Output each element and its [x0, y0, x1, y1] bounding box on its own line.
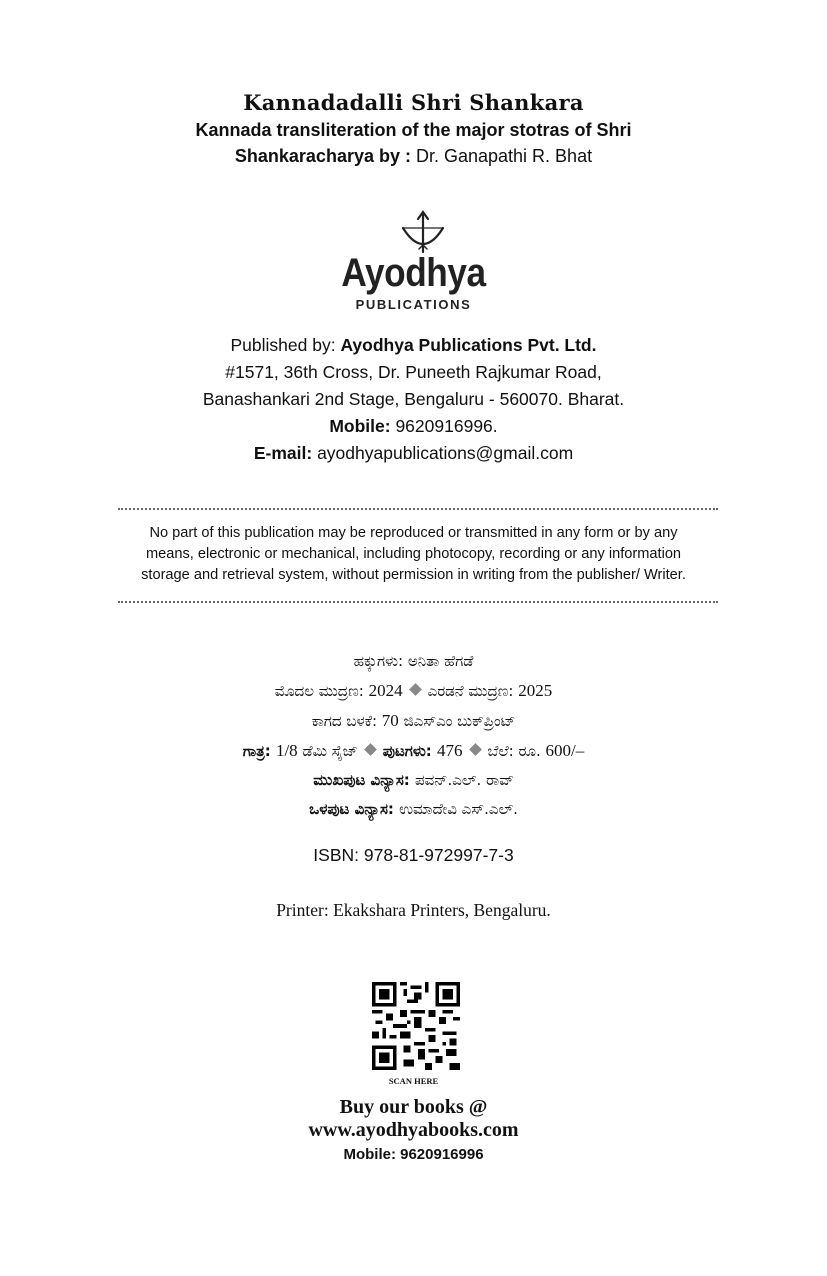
email-label: E-mail: [253, 443, 318, 463]
kannada-details [0, 647, 827, 824]
price-value: 600/– [545, 741, 585, 760]
rights-label: ಹಕ್ಕುಗಳು: [353, 652, 408, 670]
size-value: ಡೆಮಿ ಸೈಜ್ [297, 742, 358, 760]
copyright-notice [0, 523, 827, 586]
dotted-divider-bottom [118, 601, 718, 603]
publisher-logo-word: Ayodhya [341, 251, 486, 295]
price-label: ಬೆಲೆ: ರೂ. [487, 742, 546, 760]
inner-design-line [0, 795, 827, 824]
author-name: Dr. Ganapathi R. Bhat [410, 146, 593, 166]
email-value: ayodhyapublications@gmail.com [317, 443, 574, 463]
diamond-icon [469, 743, 482, 756]
mobile-value: 9620916996. [395, 416, 498, 436]
second-print-year: 2025 [518, 681, 553, 700]
paper-label: ಕಾಗದ ಬಳಕೆ: [311, 712, 382, 730]
published-by-line [0, 332, 827, 359]
size-fraction: 1/8 [275, 741, 298, 760]
book-title: Kannadadalli Shri Shankara [243, 90, 584, 115]
bow-and-arrow-icon [398, 210, 448, 254]
paper-gsm: 70 [381, 711, 399, 730]
qr-code-icon[interactable] [372, 982, 460, 1070]
address-line-1: #1571, 36th Cross, Dr. Puneeth Rajkumar Road, [225, 362, 602, 382]
rights-value: ಅನಿತಾ ಹೆಗಡೆ [407, 652, 474, 670]
second-print-label: ಎರಡನೆ ಮುದ್ರಣ: [427, 682, 519, 700]
publisher-block [0, 332, 827, 467]
publisher-logo-subtitle: PUBLICATIONS [355, 297, 472, 312]
diamond-icon [364, 743, 377, 756]
footer-mobile: Mobile: 9620916996 [343, 1146, 484, 1163]
address-line-2: Banashankari 2nd Stage, Bengaluru - 560070. Bharat. [202, 389, 625, 409]
notice-line-3: storage and retrieval system, without permission in writing from the publisher/ Writer. [141, 567, 686, 583]
qr-caption: SCAN HERE [388, 1076, 439, 1086]
cover-label: ಮುಖಪುಟ ವಿನ್ಯಾಸ: [313, 771, 416, 789]
website-link[interactable]: www.ayodhyabooks.com [308, 1119, 519, 1141]
diamond-icon [409, 683, 422, 696]
print-line [0, 676, 827, 706]
cover-value: ಪವನ್.ಎಲ್. ರಾವ್ [415, 771, 514, 789]
pages-value: 476 [437, 741, 463, 760]
email-line [0, 440, 827, 467]
mobile-line [0, 413, 827, 440]
first-print-label: ಮೊದಲ ಮುದ್ರಣ: [274, 682, 369, 700]
first-print-year: 2024 [368, 681, 403, 700]
printer-line: Printer: Ekakshara Printers, Bengaluru. [276, 900, 551, 920]
buy-line-1: Buy our books @ [339, 1096, 488, 1118]
size-label: ಗಾತ್ರ: [242, 742, 276, 760]
size-line [0, 736, 827, 766]
notice-line-2: means, electronic or mechanical, including photocopy, recording or any information [145, 546, 682, 562]
dotted-divider-top [118, 508, 718, 510]
notice-line-1: No part of this publication may be reproduced or transmitted in any form or by any [149, 525, 678, 541]
pages-label: ಪುಟಗಳು: [382, 742, 437, 760]
cover-design-line [0, 766, 827, 795]
book-subtitle: Kannada transliteration of the major stotras of Shri [195, 120, 632, 140]
mobile-label: Mobile: [329, 416, 396, 436]
paper-value: ಜಿಎಸ್‌ಎಂ ಬುಕ್‌ಪ್ರಿಂಟ್ [398, 712, 516, 730]
published-by-name: Ayodhya Publications Pvt. Ltd. [340, 335, 597, 355]
author-label: Shankaracharya by : [234, 146, 411, 166]
buy-books-block [0, 1096, 827, 1142]
published-by-label: Published by: [230, 335, 341, 355]
author-byline [0, 146, 827, 167]
rights-line [0, 647, 827, 676]
inner-label: ಒಳಪುಟ ವಿನ್ಯಾಸ: [309, 800, 400, 818]
paper-line [0, 706, 827, 736]
isbn: ISBN: 978-81-972997-7-3 [313, 845, 514, 865]
inner-value: ಉಮಾದೇವಿ ಎಸ್.ಎಲ್. [399, 800, 518, 818]
